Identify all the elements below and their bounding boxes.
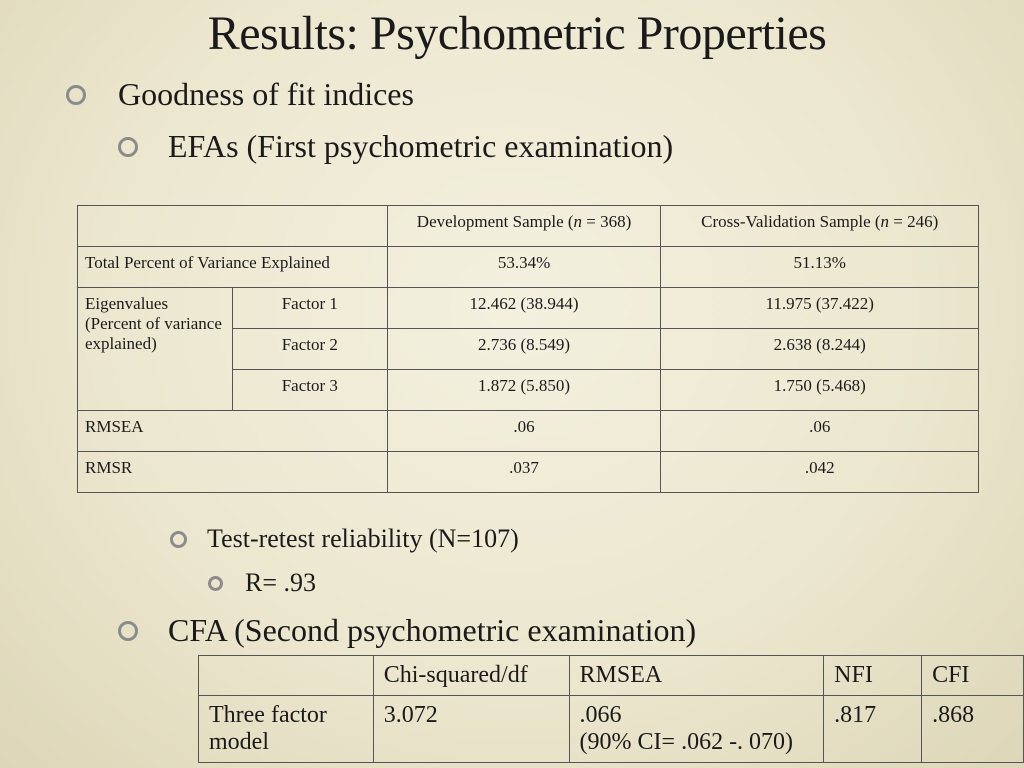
column-header: NFI [824, 656, 922, 696]
row-label: Three factor model [199, 696, 374, 763]
ring-bullet-icon [170, 531, 187, 548]
column-header: RMSEA [569, 656, 824, 696]
table-cell: .06 [387, 411, 661, 452]
factor-label: Factor 1 [232, 288, 387, 329]
row-label: RMSEA [78, 411, 388, 452]
slide-title: Results: Psychometric Properties [207, 7, 827, 60]
cfa-table [198, 655, 1024, 763]
row-label: RMSR [78, 452, 388, 493]
bullet-r-value [208, 568, 316, 598]
ring-bullet-icon [208, 576, 223, 591]
factor-label: Factor 2 [232, 329, 387, 370]
bullet-text: Test-retest reliability (N=107) [207, 524, 519, 553]
table-row [78, 247, 979, 288]
bullet-text: Goodness of fit indices [118, 76, 414, 112]
table-row [199, 696, 1024, 763]
empty-header-cell [199, 656, 374, 696]
eigen-label: Eigenvalues (Percent of variance explained) [78, 288, 233, 411]
factor-label: Factor 3 [232, 370, 387, 411]
row-label: Total Percent of Variance Explained [78, 247, 388, 288]
table-row [199, 656, 1024, 696]
table-cell: .868 [922, 696, 1024, 763]
table-cell: 2.736 (8.549) [387, 329, 661, 370]
table-cell: 11.975 (37.422) [661, 288, 979, 329]
column-header: Chi-squared/df [373, 656, 569, 696]
bullet-text: R= .93 [245, 568, 317, 597]
table-cell: .066 (90% CI= .062 -. 070) [569, 696, 824, 763]
table-cell: .06 [661, 411, 979, 452]
table-row [78, 411, 979, 452]
table-cell: 1.750 (5.468) [661, 370, 979, 411]
cv-sample-header: Cross-Validation Sample (n = 246) [661, 206, 979, 247]
ring-bullet-icon [66, 85, 86, 105]
table-cell: 12.462 (38.944) [387, 288, 661, 329]
column-header: CFI [922, 656, 1024, 696]
bullet-goodness [66, 76, 414, 113]
table-row [78, 206, 979, 247]
table-cell: .037 [387, 452, 661, 493]
table-cell: .042 [661, 452, 979, 493]
ring-bullet-icon [118, 137, 138, 157]
table-cell: .817 [824, 696, 922, 763]
bullet-cfa [118, 612, 696, 649]
bullet-text: CFA (Second psychometric examination) [168, 612, 697, 648]
empty-header-cell [78, 206, 388, 247]
bullet-text: EFAs (First psychometric examination) [168, 128, 674, 164]
dev-sample-header: Development Sample (n = 368) [387, 206, 661, 247]
efa-table [77, 205, 979, 493]
bullet-efa [118, 128, 673, 165]
table-cell: 3.072 [373, 696, 569, 763]
bullet-retest [170, 524, 519, 554]
table-row [78, 452, 979, 493]
ring-bullet-icon [118, 621, 138, 641]
table-cell: 2.638 (8.244) [661, 329, 979, 370]
table-cell: 53.34% [387, 247, 661, 288]
table-cell: 51.13% [661, 247, 979, 288]
table-row [78, 288, 979, 329]
table-cell: 1.872 (5.850) [387, 370, 661, 411]
